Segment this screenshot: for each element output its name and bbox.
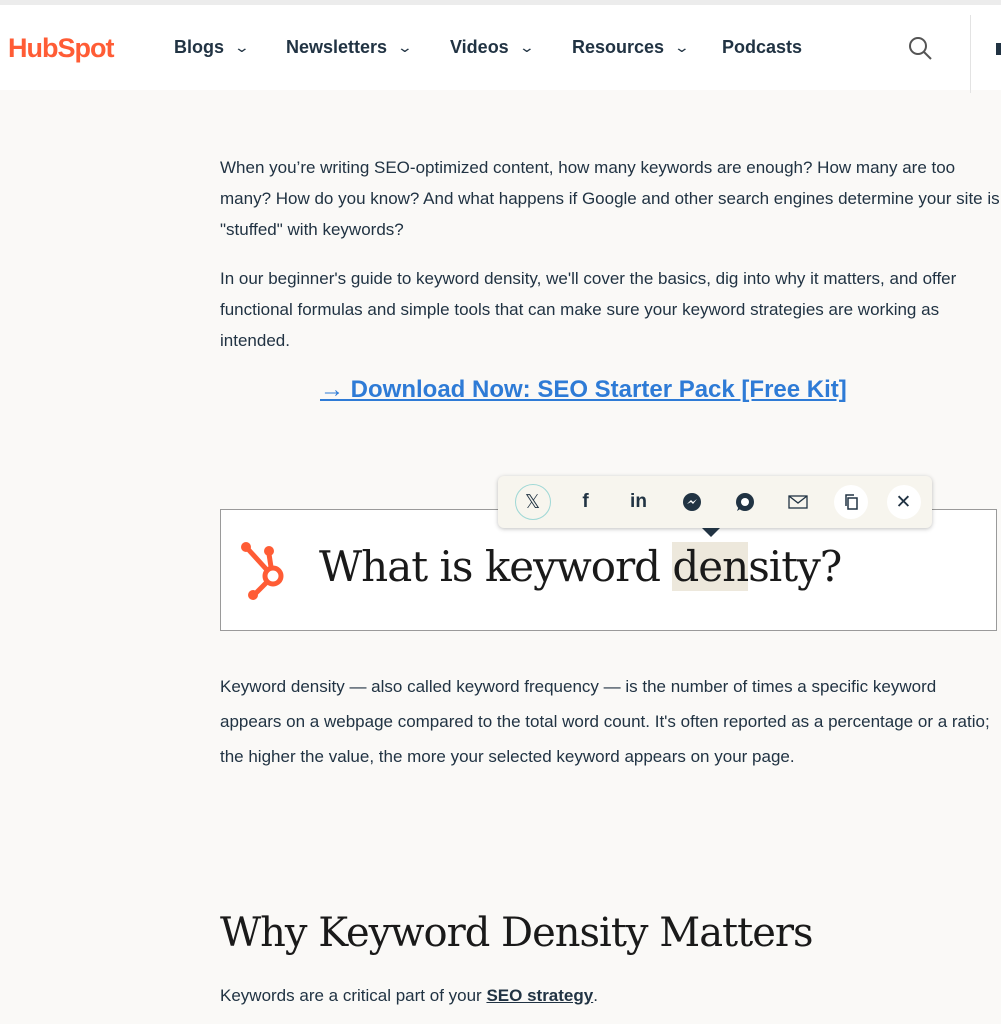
messenger-icon: [682, 492, 702, 512]
share-toolbar: [498, 476, 932, 528]
close-icon: ✕: [887, 485, 921, 519]
linkedin-icon: in: [630, 491, 647, 512]
toolbar-pointer: [702, 528, 720, 537]
seo-strategy-link[interactable]: SEO strategy: [486, 986, 594, 1005]
nav-label: Videos: [450, 37, 509, 57]
nav-videos[interactable]: [450, 37, 535, 58]
share-x-button[interactable]: [506, 482, 559, 522]
nav-blogs[interactable]: [174, 37, 251, 58]
share-messenger-button[interactable]: [665, 482, 718, 522]
nav-newsletters[interactable]: [286, 37, 414, 58]
nav-resources[interactable]: [572, 37, 691, 58]
download-cta-link[interactable]: → Download Now: SEO Starter Pack [Free Kit]: [320, 376, 847, 403]
nav-label: Newsletters: [286, 37, 388, 57]
copy-icon: [843, 493, 859, 511]
search-icon[interactable]: [907, 35, 933, 61]
hubspot-logo[interactable]: HubSpot: [8, 33, 114, 63]
facebook-icon: f: [582, 491, 589, 512]
nav-label: Podcasts: [722, 37, 803, 57]
cropped-nav-item: [996, 43, 1001, 55]
site-header: [0, 5, 1001, 90]
selected-text: den: [672, 542, 749, 591]
chevron-down-icon: ⌄: [396, 39, 414, 55]
close-share-button[interactable]: [877, 482, 930, 522]
section-heading: [319, 542, 841, 591]
divider: [970, 15, 971, 93]
intro-paragraph: When you’re writing SEO-optimized content, how many keywords are enough? How many are too many? How do you know? And what happens if Google and other search engines determine your site is "stuffed" with keywords?: [220, 158, 1000, 239]
chevron-down-icon: ⌄: [233, 39, 251, 55]
chevron-down-icon: ⌄: [518, 39, 535, 55]
nav-label: Blogs: [174, 37, 225, 57]
share-email-button[interactable]: [771, 482, 824, 522]
guide-paragraph: In our beginner's guide to keyword density, we'll cover the basics, dig into why it matters, and offer functional formulas and simple tools that can make sure your keyword strategies are working as intended.: [220, 269, 957, 350]
whatsapp-icon: [735, 492, 755, 512]
share-whatsapp-button[interactable]: [718, 482, 771, 522]
section-title: Why Keyword Density Matters: [220, 910, 813, 956]
text: .: [593, 986, 598, 1005]
share-linkedin-button[interactable]: [612, 482, 665, 522]
text: Keywords are a critical part of your: [220, 986, 487, 1005]
share-facebook-button[interactable]: [559, 482, 612, 522]
nav-label: Resources: [572, 37, 665, 57]
keywords-paragraph: [220, 984, 1000, 1008]
heading-text: sity?: [748, 542, 842, 591]
copy-link-button[interactable]: [824, 482, 877, 522]
hubspot-sprocket-icon: [239, 540, 295, 600]
email-icon: [788, 494, 808, 510]
chevron-down-icon: ⌄: [673, 39, 691, 55]
nav-podcasts[interactable]: [722, 37, 802, 58]
definition-paragraph: Keyword density — also called keyword frequency — is the number of times a specific keyword appears on a webpage compared to the total word count. It's often reported as a percentage or a ratio; the higher the value, the more your selected keyword appears on your page.: [220, 677, 990, 766]
x-icon: 𝕏: [515, 484, 551, 520]
heading-text: What is keyword: [319, 542, 673, 591]
